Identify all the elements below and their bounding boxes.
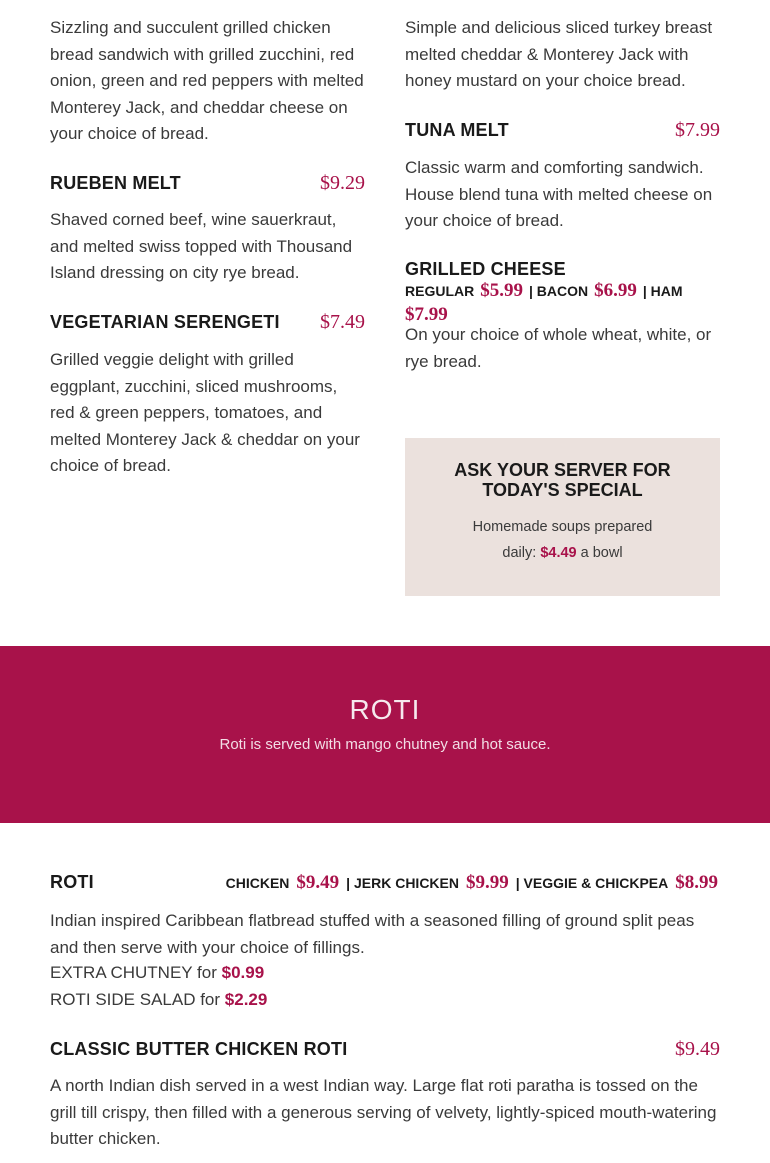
item-price: $9.49 xyxy=(675,1038,720,1060)
roti-section-header xyxy=(0,646,770,823)
option-price: $8.99 xyxy=(675,872,718,893)
item-description: A north Indian dish served in a west Indian way. Large flat roti paratha is tossed on the grill till crispy, then filled with a generous serving of velvety, lightly-spiced mouth-watering butter chicken. xyxy=(50,1076,717,1148)
special-title xyxy=(405,460,720,500)
extra-price: $2.29 xyxy=(224,990,268,1009)
item-description: Grilled veggie delight with grilled eggplant, zucchini, sliced mushrooms, red & green peppers, tomatoes, and melted Monterey Jack & cheddar on your choice of bread. xyxy=(50,350,360,475)
item-description: Indian inspired Caribbean flatbread stuffed with a seasoned filling of ground split peas and then serve with your choice of fillings. xyxy=(50,911,695,957)
menu-item-grilled-cheese xyxy=(405,259,720,325)
item-description: Classic warm and comforting sandwich. House blend tuna with melted cheese on your choice of bread. xyxy=(405,158,713,230)
menu-item-roti xyxy=(50,872,720,894)
extra-chutney-line xyxy=(50,960,720,987)
item-description: Shaved corned beef, wine sauerkraut, and melted swiss topped with Thousand Island dressing on city rye bread. xyxy=(50,210,353,282)
special-text-suffix: a bowl xyxy=(580,545,623,561)
special-title-line: TODAY'S SPECIAL xyxy=(482,480,643,500)
option-label: | HAM xyxy=(642,283,683,299)
item-description: On your choice of whole wheat, white, or rye bread. xyxy=(405,325,712,371)
item-name: ROTI xyxy=(50,872,94,892)
item-price: $9.29 xyxy=(320,172,365,194)
menu-item-tuna-melt xyxy=(405,119,720,142)
option-price: $9.49 xyxy=(296,872,340,893)
section-title: ROTI xyxy=(349,694,421,725)
item-name: TUNA MELT xyxy=(405,120,509,140)
option-label: | JERK CHICKEN xyxy=(346,875,459,891)
special-text-prefix: daily: xyxy=(502,545,537,561)
special-text-line xyxy=(405,540,720,566)
special-text xyxy=(405,514,720,566)
menu-item-butter-chicken-roti xyxy=(50,1038,720,1061)
extra-label: EXTRA CHUTNEY for xyxy=(50,963,217,982)
item-name: CLASSIC BUTTER CHICKEN ROTI xyxy=(50,1039,348,1059)
option-price: $9.99 xyxy=(466,872,509,893)
option-label: | BACON xyxy=(528,283,589,299)
extra-label: ROTI SIDE SALAD for xyxy=(50,990,221,1009)
option-label: REGULAR xyxy=(405,283,475,299)
extra-price: $0.99 xyxy=(221,963,265,982)
item-name: GRILLED CHEESE xyxy=(405,259,566,279)
option-price: $6.99 xyxy=(594,280,637,301)
special-title-line: ASK YOUR SERVER FOR xyxy=(454,460,671,480)
menu-item-rueben-melt xyxy=(50,172,365,195)
item-description: Simple and delicious sliced turkey breast melted cheddar & Monterey Jack with honey mustard on your choice bread. xyxy=(405,18,713,90)
option-price: $7.99 xyxy=(405,304,448,325)
item-price: $7.99 xyxy=(675,119,720,141)
price-options xyxy=(405,280,720,325)
item-price: $7.49 xyxy=(320,311,365,333)
item-description: Sizzling and succulent grilled chicken bread sandwich with grilled zucchini, red onion, green and red peppers with melted Monterey Jack, and cheddar cheese on your choice of bread. xyxy=(50,18,364,143)
daily-special-box xyxy=(405,438,720,596)
special-text-line: Homemade soups prepared xyxy=(472,519,653,535)
item-name: VEGETARIAN SERENGETI xyxy=(50,312,280,332)
option-price: $5.99 xyxy=(480,280,523,301)
option-label: | VEGGIE & CHICKPEA xyxy=(515,875,669,891)
section-subtitle: Roti is served with mango chutney and hot sauce. xyxy=(219,736,551,753)
price-options xyxy=(226,872,720,894)
item-name: RUEBEN MELT xyxy=(50,173,181,193)
side-salad-line xyxy=(50,987,720,1014)
special-price: $4.49 xyxy=(540,545,577,561)
menu-item-vegetarian-serengeti xyxy=(50,311,365,334)
option-label: CHICKEN xyxy=(225,875,290,891)
